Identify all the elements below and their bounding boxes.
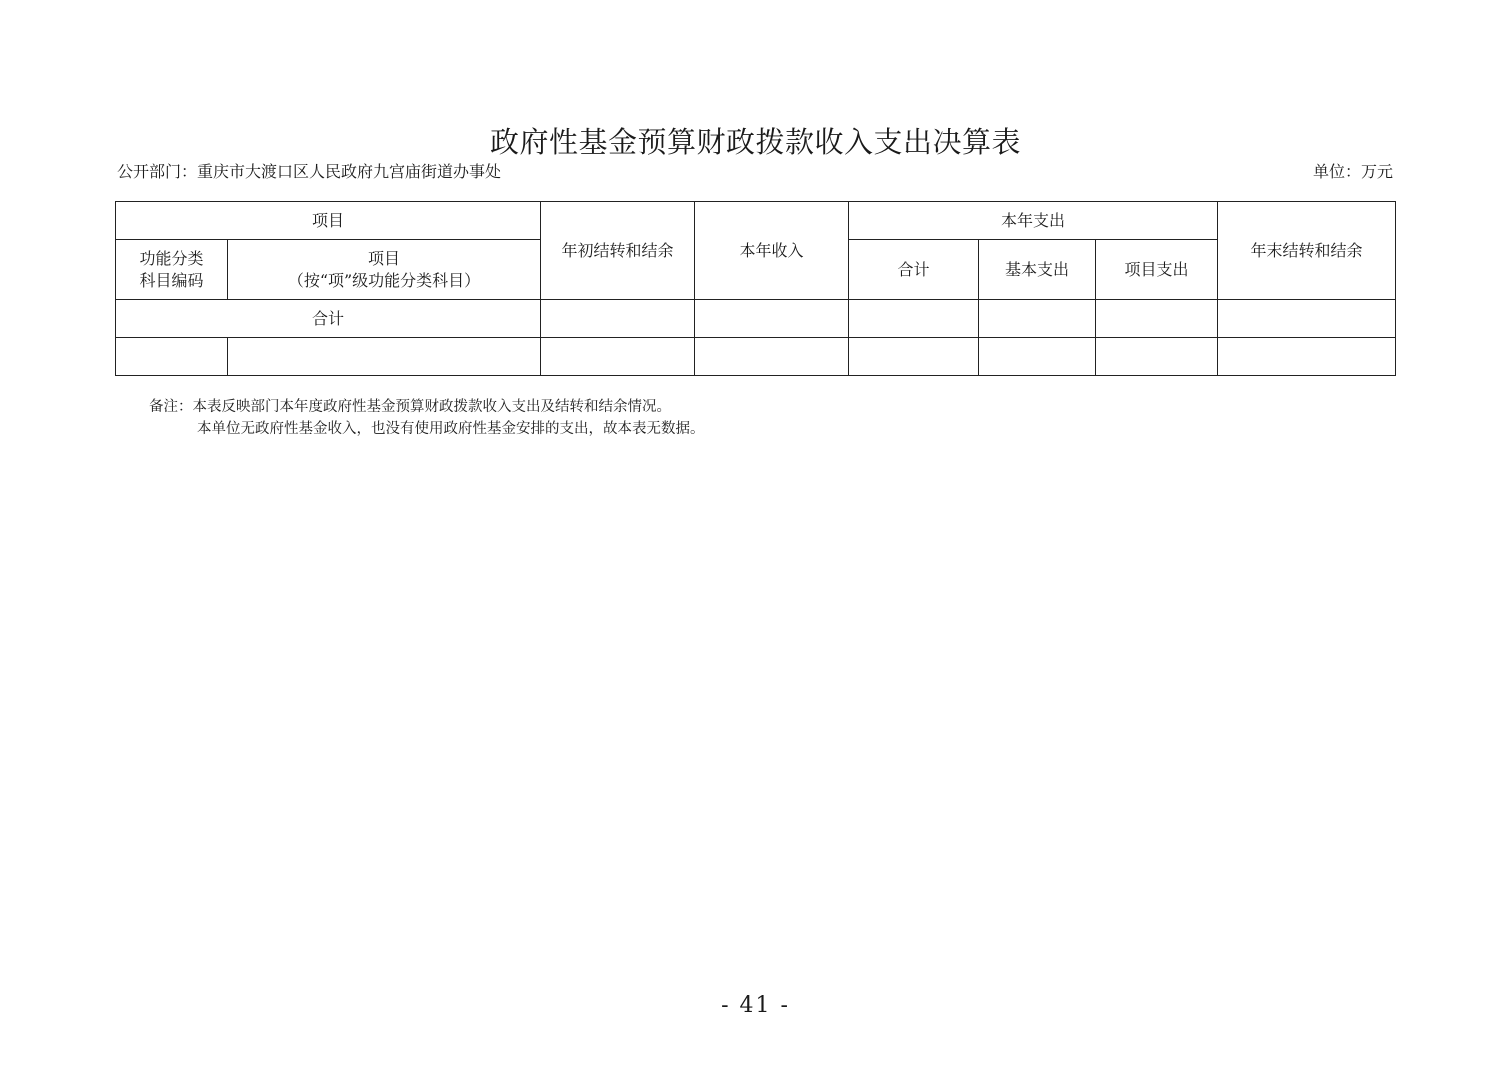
note-line-2: 本单位无政府性基金收入，也没有使用政府性基金安排的支出，故本表无数据。 xyxy=(197,421,705,437)
header-carryover-begin: 年初结转和结余 xyxy=(541,202,695,300)
header-item-name-line2: （按“项”级功能分类科目） xyxy=(287,270,481,290)
row-expense-basic xyxy=(979,338,1096,376)
header-item-name xyxy=(228,240,541,300)
header-func-code-line2: 科目编码 xyxy=(139,270,204,290)
header-expense-group: 本年支出 xyxy=(849,202,1218,240)
total-expense-project xyxy=(1096,300,1218,338)
row-carryover-end xyxy=(1218,338,1396,376)
header-expense-total: 合计 xyxy=(849,240,979,300)
note-line-1: 备注：本表反映部门本年度政府性基金预算财政拨款收入支出及结转和结余情况。 xyxy=(149,399,671,415)
header-row-1 xyxy=(116,202,1396,240)
header-expense-basic: 基本支出 xyxy=(979,240,1096,300)
total-income xyxy=(695,300,849,338)
budget-table xyxy=(115,201,1396,376)
total-row xyxy=(116,300,1396,338)
row-income xyxy=(695,338,849,376)
header-income: 本年收入 xyxy=(695,202,849,300)
row-expense-project xyxy=(1096,338,1218,376)
notes xyxy=(149,396,705,440)
total-carryover-begin xyxy=(541,300,695,338)
page-title: 政府性基金预算财政拨款收入支出决算表 xyxy=(489,125,1021,159)
row-item-name xyxy=(228,338,541,376)
header-carryover-end: 年末结转和结余 xyxy=(1218,202,1396,300)
row-func-code xyxy=(116,338,228,376)
total-expense-basic xyxy=(979,300,1096,338)
header-item-group: 项目 xyxy=(116,202,541,240)
header-item-name-line1: 项目 xyxy=(368,248,401,268)
unit-label: 单位：万元 xyxy=(1312,162,1393,181)
total-label: 合计 xyxy=(116,300,541,338)
header-func-code xyxy=(116,240,228,300)
total-expense-total xyxy=(849,300,979,338)
table-row xyxy=(116,338,1396,376)
total-carryover-end xyxy=(1218,300,1396,338)
header-expense-project: 项目支出 xyxy=(1096,240,1218,300)
row-expense-total xyxy=(849,338,979,376)
row-carryover-begin xyxy=(541,338,695,376)
page-number: - 41 - xyxy=(721,993,790,1018)
header-func-code-line1: 功能分类 xyxy=(139,248,204,268)
department-label: 公开部门：重庆市大渡口区人民政府九宫庙街道办事处 xyxy=(117,162,502,181)
